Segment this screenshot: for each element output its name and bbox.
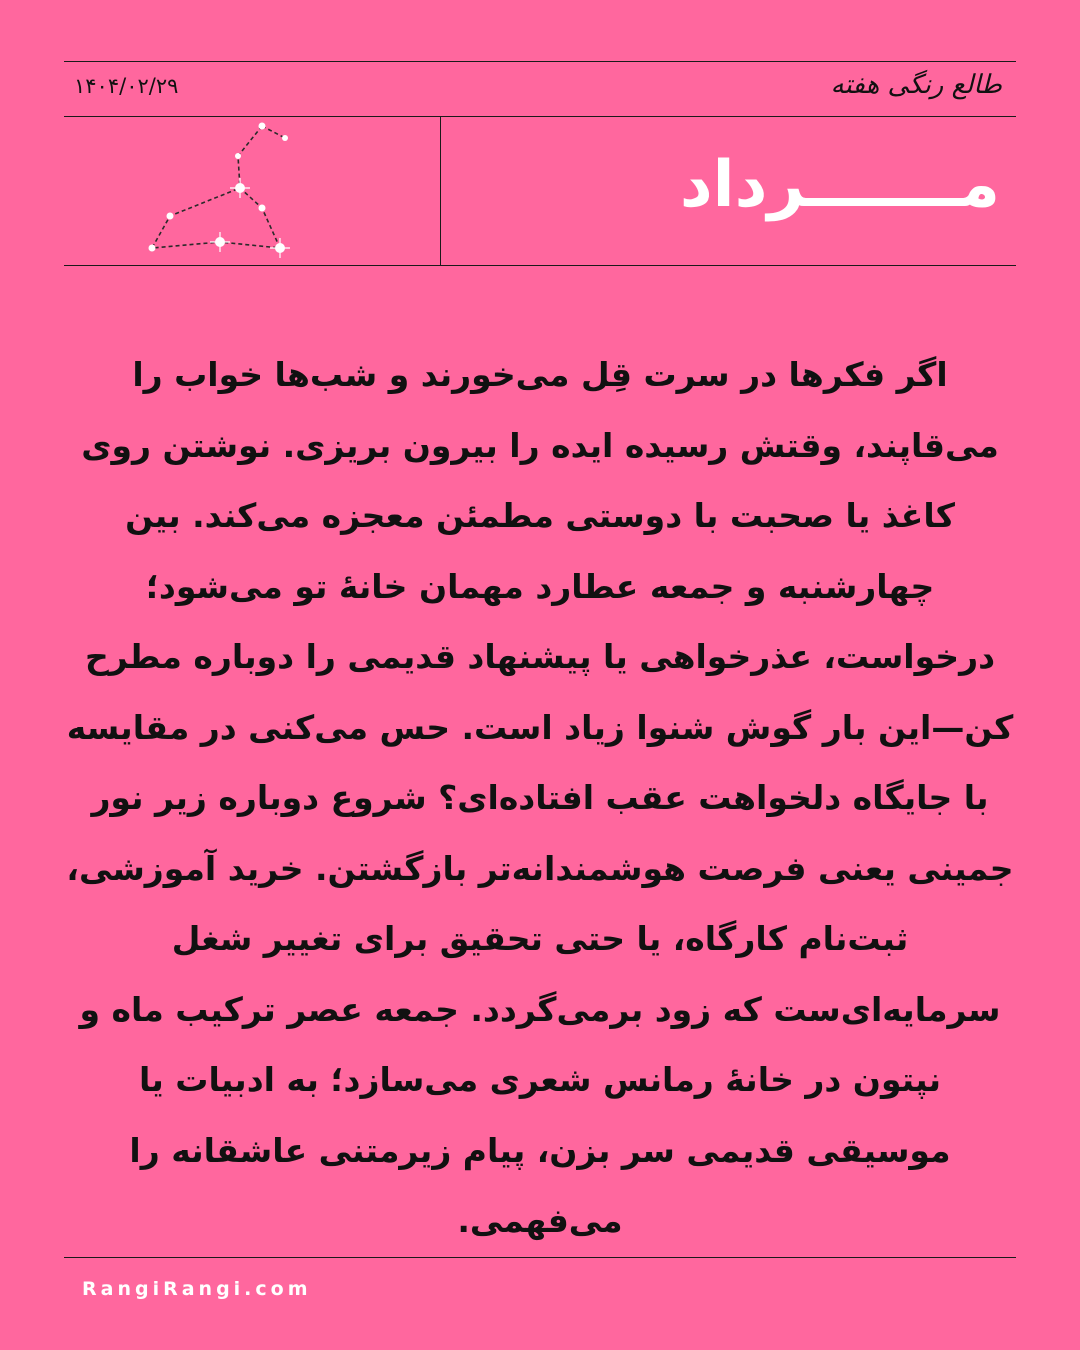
- top-divider: [64, 61, 1016, 62]
- page-title: طالع رنگی هفته: [830, 70, 1002, 100]
- date-label: ۱۴۰۴/۰۲/۲۹: [74, 74, 179, 98]
- leo-constellation-icon: [140, 118, 300, 263]
- horoscope-text: اگر فکرها در سرت قِل می‌خورند و شب‌ها خواب را می‌قاپند، وقتش رسیده ایده را بیرون بریزی. نوشتن روی کاغذ یا صحبت با دوستی مطمئن معجزه می‌کند. بین چهارشنبه و جمعه عطارد مهمان خانهٔ تو می‌شود؛ درخواست، عذرخواهی یا پیشنهاد قدیمی را دوباره مطرح کن—این بار گوش شنوا زیاد است. حس می‌کنی در مقایسه با جایگاه دلخواهت عقب افتاده‌ای؟ شروع دوباره زیر نور جمینی یعنی فرصت هوشمندانه‌تر بازگشتن. خرید آموزشی، ثبت‌نام کارگاه، یا حتی تحقیق برای تغییر شغل سرمایه‌ای‌ست که زود برمی‌گردد. جمعه عصر ترکیب ماه و نپتون در خانهٔ رمانس شعری می‌سازد؛ به ادبیات یا موسیقی قدیمی سر بزن، پیام زیرمتنی عاشقانه را می‌فهمی.: [66, 355, 1014, 1240]
- sign-divider: [64, 265, 1016, 266]
- sign-name: مـــــــرداد: [679, 148, 1000, 222]
- site-link[interactable]: RangiRangi.com: [82, 1278, 312, 1300]
- footer-divider: [64, 1257, 1016, 1258]
- header-divider: [64, 116, 1016, 117]
- sign-column-divider: [440, 116, 441, 265]
